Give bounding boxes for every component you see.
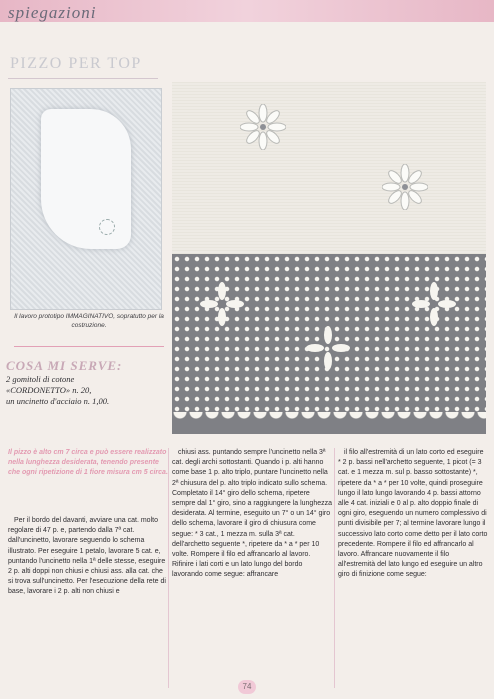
daisy-embroidery <box>99 219 115 235</box>
instructions-paragraph: chiusi ass. puntando sempre l'uncinetto nella 3ª cat. degli archi sottostanti. Quando i p. alti hanno come base 1 p. alto triplo, puntare l'uncinetto nella 2ª chiusura del p. alto triplo indicato sullo schema. Completato il 14° giro dello schema, ripetere sempre dal 1° giro, sino a raggiungere la lunghezza desiderata. Al termine, eseguito un 7° o un 14° giro dello schema, lavorare il giro di chiusura come segue: * 3 cat., 1 mezza m. sulla 3ª cat. dell'archetto seguente *, ripetere da * a * per 10 volte. Rompere il filo ed affrancarlo al lavoro. Rifinire i lati corti e un lato lungo del bordo lavorando come segue: affrancare <box>172 449 333 579</box>
title-rule <box>8 78 158 79</box>
flower-embroidery-icon <box>382 164 428 210</box>
column-divider <box>334 448 335 688</box>
lace-flower-icon <box>200 282 244 326</box>
page-title: PIZZO PER TOP <box>10 55 142 72</box>
instructions-paragraph: il filo all'estremità di un lato corto ed eseguire * 2 p. bassi nell'archetto seguente, 1 picot (= 3 cat. e 1 mezza m. sul p. basso sottostante) *, ripetere da * a * per 10 volte, quindi proseguire lungo il lato lungo lavorando 4 p. bassi attorno alle 4 cat. iniziali e 0 al p. alto doppio finale di ogni giro, eseguendo un numero complessivo di punti divisibile per 7; al termine lavorare lungo il successivo lato corto come detto per il lato corto precedente. Rompere il filo ed affrancarlo al lavoro. Affrancare nuovamente il filo all'estremità del lato lungo ed eseguire un altro giro di finizione come segue: <box>338 449 488 579</box>
top-photo <box>10 88 162 310</box>
caption-rule <box>14 346 164 347</box>
materials-heading: COSA MI SERVE: <box>6 358 123 373</box>
section-label: spiegazioni <box>8 3 97 22</box>
materials-line: 2 gomitoli di cotone <box>6 374 75 384</box>
lace-flower-icon <box>306 326 350 370</box>
instructions-column-3 <box>338 448 488 591</box>
materials-line: un uncinetto d'acciaio n. 1,00. <box>6 396 110 406</box>
crochet-lace <box>172 254 486 434</box>
flower-embroidery-icon <box>240 104 286 150</box>
intro-text: Il pizzo è alto cm 7 circa e può essere realizzato nella lunghezza desiderata, tenendo presente che ogni ripetizione di 1 fiore misura cm 5 circa. <box>8 449 168 476</box>
lace-flower-icon <box>412 282 456 326</box>
lace-photo <box>172 82 486 434</box>
instructions-column-2 <box>172 448 332 591</box>
scalloped-edge <box>172 412 486 434</box>
top-garment <box>41 109 131 249</box>
page-number: 74 <box>238 680 256 694</box>
linen-fabric <box>172 82 486 254</box>
instructions-column-1 <box>8 516 168 608</box>
materials-box <box>6 358 166 438</box>
instructions-paragraph: Per il bordo del davanti, avviare una cat. molto regolare di 47 p. e, partendo dalla 7ª cat. dall'uncinetto, lavorare seguendo lo schema illustrato. Per eseguire 1 petalo, lavorare 5 cat. e, puntando l'uncinetto nella 1ª delle stesse, eseguire 2 p. alti doppi non chiusi e chiusi ass. alla cat. che si trova sull'uncinetto. Per l'esecuzione della rete di base, lavorare i 2 p. alti non chiusi e <box>8 517 166 596</box>
photo-caption: Il lavoro prototipo IMMAGINATIVO, sopratutto per la costruzione. <box>14 313 164 329</box>
column-divider <box>168 448 169 688</box>
materials-line: «CORDONETTO» n. 20, <box>6 385 92 395</box>
